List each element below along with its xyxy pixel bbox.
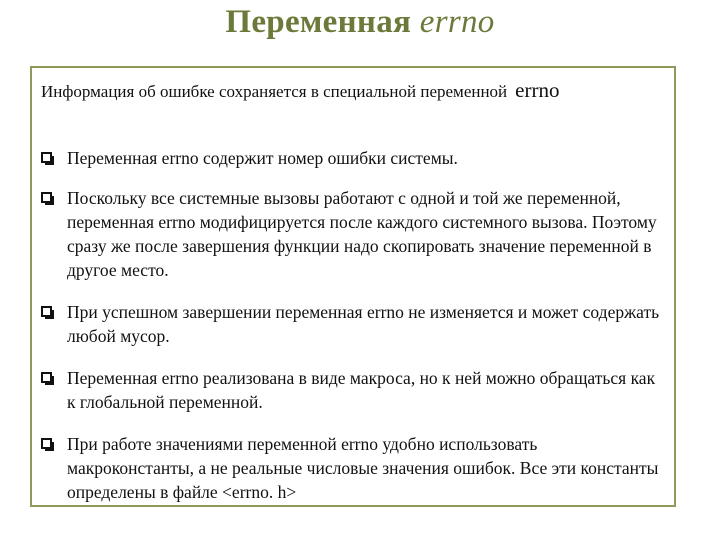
checkbox-bullet-icon	[41, 152, 52, 163]
list-item-text: Поскольку все системные вызовы работают с одной и той же переменной, переменная errno модифицируется после каждого системного вызова. Поэтому сразу же после завершения функции надо скопировать значение переменной в другое место.	[67, 188, 657, 280]
list-item-text: Переменная errno содержит номер ошибки системы.	[67, 148, 458, 168]
list-item	[41, 432, 661, 504]
list-item	[41, 146, 661, 170]
checkbox-bullet-icon	[41, 372, 52, 383]
slide-title	[0, 4, 720, 41]
list-item	[41, 186, 661, 282]
content-box	[30, 66, 676, 507]
intro-term: errno	[515, 78, 560, 102]
checkbox-bullet-icon	[41, 438, 52, 449]
intro-text: Информация об ошибке сохраняется в специальной переменной	[41, 82, 508, 101]
intro-line	[41, 78, 559, 103]
slide-title-text: Переменная	[225, 4, 412, 40]
list-item-text: При успешном завершении переменная errno не изменяется и может содержать любой мусор.	[67, 302, 660, 346]
list-item	[41, 366, 661, 414]
slide-title-term: errno	[419, 4, 495, 40]
list-item-text: Переменная errno реализована в виде макроса, но к ней можно обращаться как к глобальной переменной.	[67, 368, 656, 412]
list-item	[41, 300, 661, 348]
list-item-text: При работе значениями переменной errno удобно использовать макроконстанты, а не реальные числовые значения ошибок. Все эти константы определены в файле <errno. h>	[67, 434, 659, 502]
checkbox-bullet-icon	[41, 306, 52, 317]
checkbox-bullet-icon	[41, 192, 52, 203]
